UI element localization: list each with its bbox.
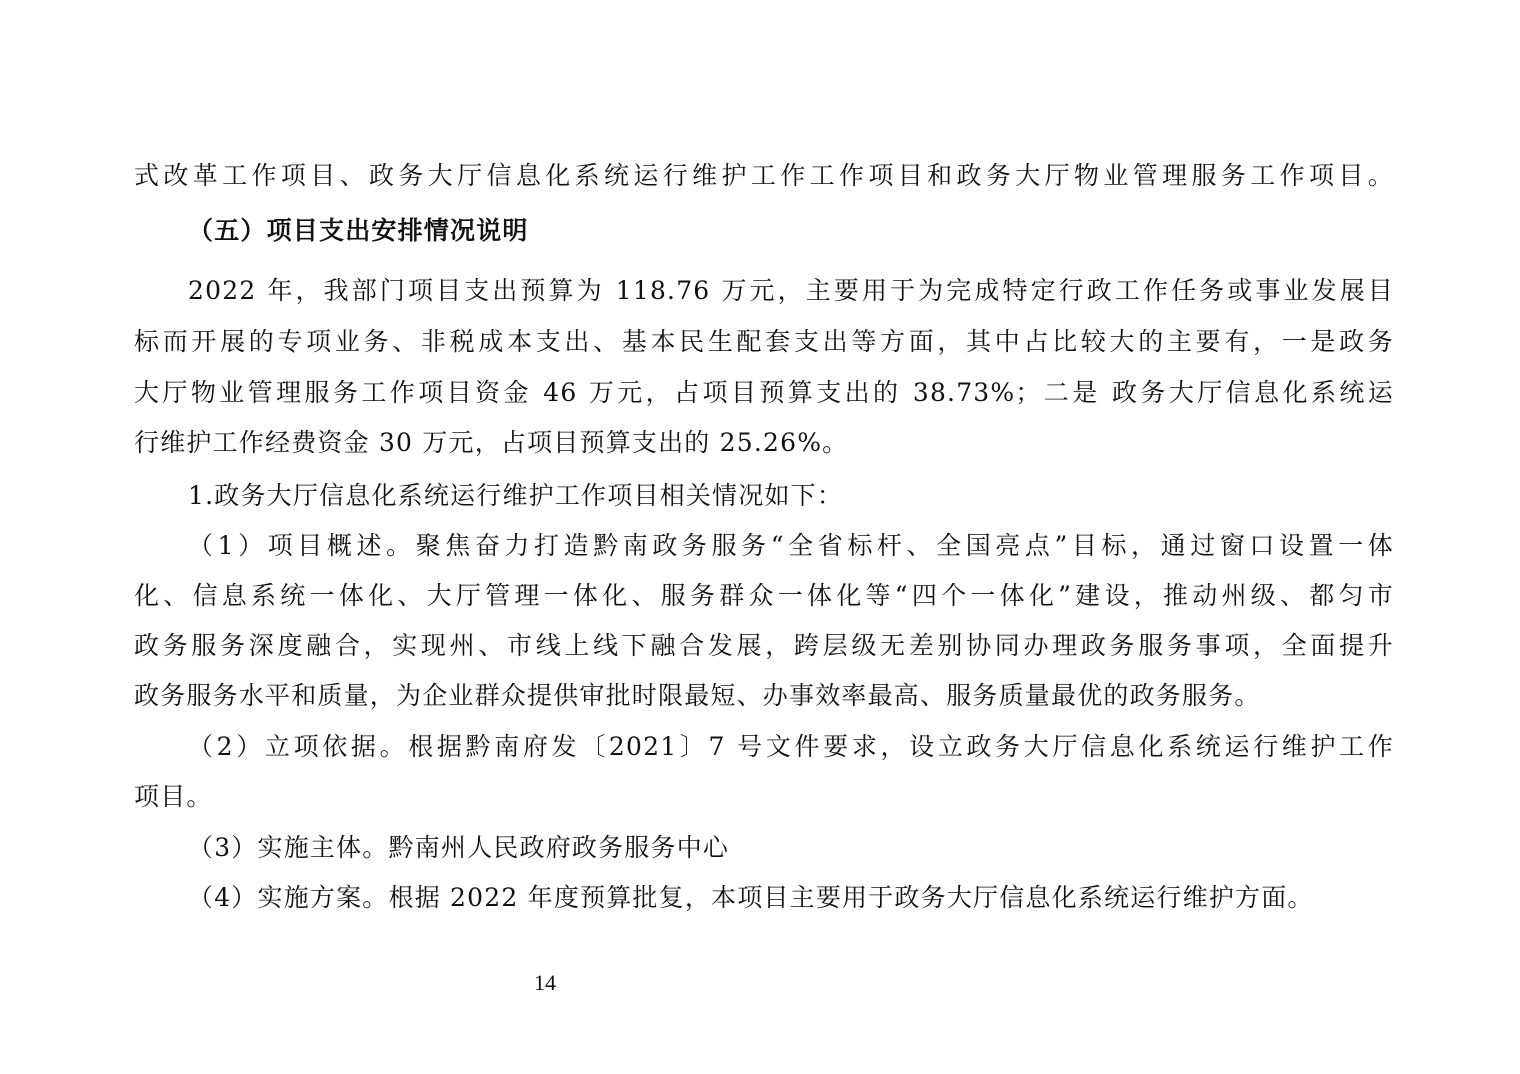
paragraph-line: 行维护工作经费资金 30 万元，占项目预算支出的 25.26%。 [134, 428, 849, 457]
paragraph-line: 标而开展的专项业务、非税成本支出、基本民生配套支出等方面，其中占比较大的主要有，一是政务 [134, 327, 1394, 356]
paragraph-line: 大厅物业管理服务工作项目资金 46 万元，占项目预算支出的 38.73%；二是 政务大厅信息化系统运 [134, 378, 1394, 407]
paragraph-line: 项目。 [134, 782, 213, 811]
paragraph-line: （2）立项依据。根据黔南府发〔2021〕7 号文件要求，设立政务大厅信息化系统运行维护工作 [188, 732, 1394, 761]
paragraph-line: （3）实施主体。黔南州人民政府政务服务中心 [188, 833, 730, 862]
page-number: 14 [534, 970, 556, 995]
paragraph-line: 政务服务水平和质量，为企业群众提供审批时限最短、办事效率最高、服务质量最优的政务服务。 [134, 681, 1261, 710]
paragraph-line: （4）实施方案。根据 2022 年度预算批复，本项目主要用于政务大厅信息化系统运行维护方面。 [188, 883, 1314, 912]
paragraph-line: 政务服务深度融合，实现州、市线上线下融合发展，跨层级无差别协同办理政务服务事项，全面提升 [134, 631, 1394, 660]
section-heading: （五）项目支出安排情况说明 [188, 216, 529, 245]
paragraph-line: 2022 年，我部门项目支出预算为 118.76 万元，主要用于为完成特定行政工作任务或事业发展目 [188, 276, 1394, 305]
paragraph-line: （1）项目概述。聚焦奋力打造黔南政务服务“全省标杆、全国亮点”目标，通过窗口设置一体 [188, 531, 1394, 560]
subsection-heading: 1.政务大厅信息化系统运行维护工作项目相关情况如下： [188, 481, 844, 510]
paragraph-continuation-line: 式改革工作项目、政务大厅信息化系统运行维护工作工作项目和政务大厅物业管理服务工作项目。 [134, 161, 1394, 190]
paragraph-line: 化、信息系统一体化、大厅管理一体化、服务群众一体化等“四个一体化”建设，推动州级、都匀市 [134, 581, 1394, 610]
